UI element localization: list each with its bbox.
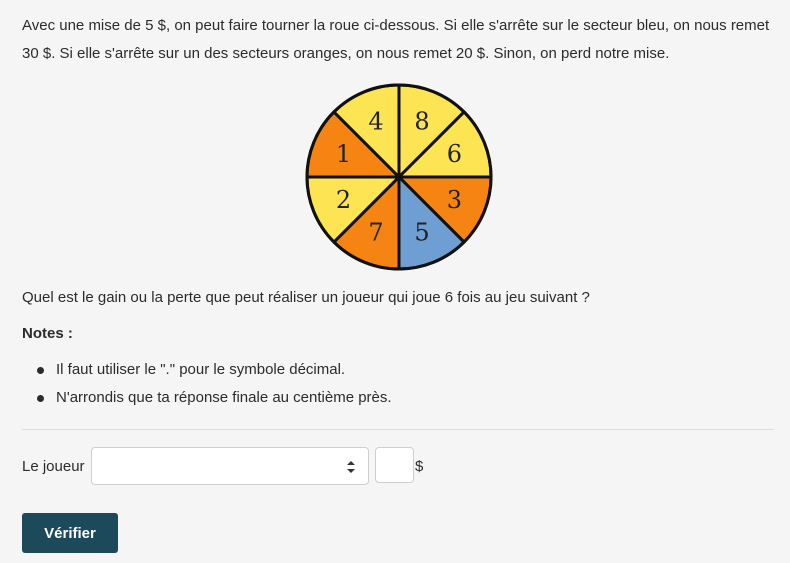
question-text: Quel est le gain ou la perte que peut réaliser un joueur qui joue 6 fois au jeu suivant ? [22, 289, 590, 306]
wheel-sector-label: 7 [368, 218, 384, 247]
notes-title: Notes : [22, 325, 73, 342]
wheel-sector-label: 5 [414, 218, 430, 247]
select-arrows-icon [346, 459, 356, 475]
wheel-sector-label: 2 [335, 185, 352, 214]
amount-input[interactable] [375, 447, 414, 483]
list-item [22, 384, 392, 412]
bullet-icon [37, 367, 44, 374]
currency-unit: $ [415, 458, 424, 475]
wheel-sector-label: 4 [368, 107, 384, 136]
list-item [22, 356, 392, 384]
wheel-sector-label: 8 [414, 107, 430, 136]
bullet-icon [37, 395, 44, 402]
intro-text: Avec une mise de 5 $, on peut faire tourner la roue ci-dessous. Si elle s'arrête sur le secteur bleu, on nous remet 30 $. Si elle s'arrête sur un des secteurs oranges, on nous remet 20 $. Sinon, on perd notre mise. [22, 17, 770, 62]
note-text: Il faut utiliser le "." pour le symbole décimal. [56, 361, 346, 378]
wheel-sector-label: 1 [335, 140, 352, 169]
wheel-sector-label: 6 [446, 140, 463, 169]
note-text: N'arrondis que ta réponse finale au centième près. [56, 389, 392, 406]
answer-label: Le joueur [22, 458, 85, 475]
gain-loss-select[interactable] [91, 447, 369, 485]
notes-list [22, 356, 392, 412]
divider [22, 429, 774, 430]
wheel-sector-label: 3 [446, 185, 463, 214]
prize-wheel [299, 83, 499, 273]
verify-button[interactable]: Vérifier [22, 513, 118, 553]
